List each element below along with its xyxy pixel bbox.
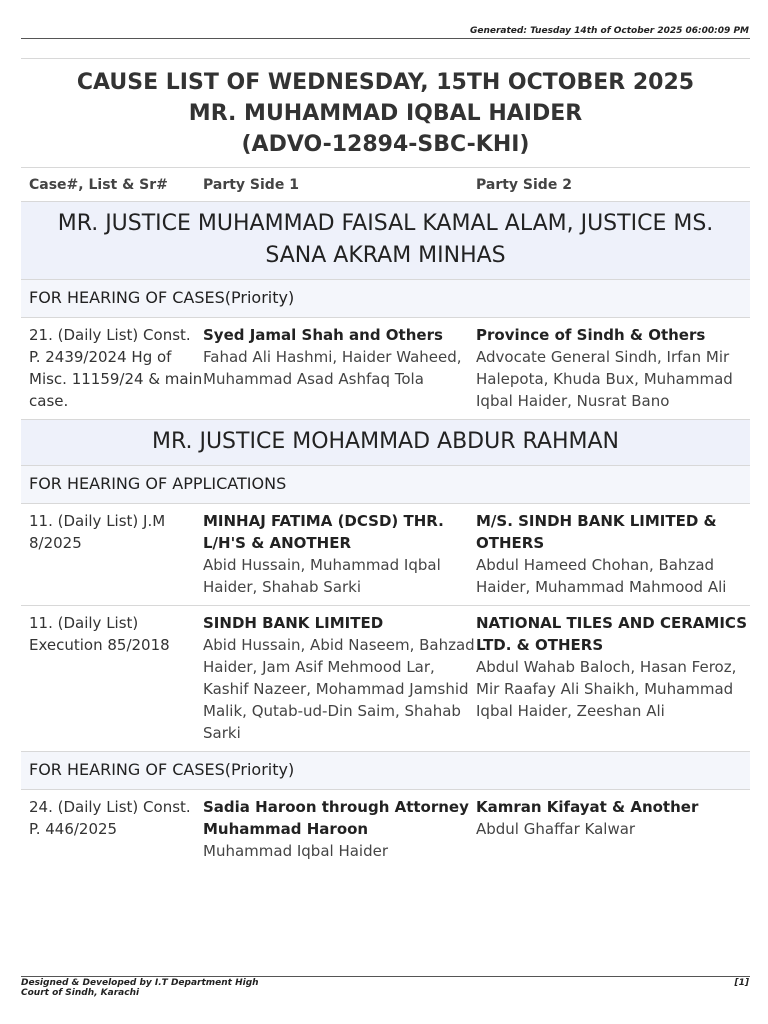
case-number: 21. (Daily List) Const. P. 2439/2024 Hg of Misc. 11159/24 & main case. (29, 326, 203, 410)
column-header-case: Case#, List & Sr# (29, 176, 168, 193)
party-side-1 (203, 324, 476, 412)
case-row (21, 318, 750, 420)
column-header-party2: Party Side 2 (476, 176, 572, 193)
page-number: [1] (734, 978, 749, 988)
footer-rule (21, 976, 750, 977)
party1-name: SINDH BANK LIMITED (203, 614, 384, 632)
party-side-2 (476, 510, 750, 598)
party2-advocates: Advocate General Sindh, Irfan Mir Halepota, Khuda Bux, Muhammad Iqbal Haider, Nusrat Bano (476, 348, 733, 410)
party2-name: NATIONAL TILES AND CERAMICS LTD. & OTHERS (476, 614, 747, 654)
case-row (21, 504, 750, 606)
case-number: 24. (Daily List) Const. P. 446/2025 (29, 798, 191, 838)
cause-list-title (21, 58, 750, 168)
title-line-code: (ADVO-12894-SBC-KHI) (241, 132, 530, 157)
column-header-row (21, 168, 750, 202)
case-number: 11. (Daily List) Execution 85/2018 (29, 614, 170, 654)
party1-name: MINHAJ FATIMA (DCSD) THR. L/H'S & ANOTHER (203, 512, 444, 552)
column-header-party1: Party Side 1 (203, 176, 299, 193)
party2-name: Kamran Kifayat & Another (476, 798, 699, 816)
party-side-1 (203, 612, 476, 744)
party-side-2 (476, 324, 750, 412)
title-line-advocate: MR. MUHAMMAD IQBAL HAIDER (188, 101, 583, 126)
party2-name: Province of Sindh & Others (476, 326, 706, 344)
bench-heading: MR. JUSTICE MOHAMMAD ABDUR RAHMAN (21, 420, 750, 466)
case-row (21, 790, 750, 869)
party-side-1 (203, 510, 476, 598)
case-number: 11. (Daily List) J.M 8/2025 (29, 512, 166, 552)
case-row (21, 606, 750, 752)
party1-name: Syed Jamal Shah and Others (203, 326, 443, 344)
party2-advocates: Abdul Hameed Chohan, Bahzad Haider, Muhammad Mahmood Ali (476, 556, 727, 596)
party2-advocates: Abdul Ghaffar Kalwar (476, 820, 636, 838)
footer-credit: Designed & Developed by I.T Department High Court of Sindh, Karachi (21, 978, 259, 998)
party2-advocates: Abdul Wahab Baloch, Hasan Feroz, Mir Raafay Ali Shaikh, Muhammad Iqbal Haider, Zeeshan Ali (476, 658, 737, 720)
party1-advocates: Abid Hussain, Abid Naseem, Bahzad Haider, Jam Asif Mehmood Lar, Kashif Nazeer, Mohammad Jamshid Malik, Qutab-ud-Din Saim, Shahab Sarki (203, 636, 475, 742)
party-side-2 (476, 612, 750, 744)
party1-advocates: Fahad Ali Hashmi, Haider Waheed, Muhammad Asad Ashfaq Tola (203, 348, 462, 388)
party-side-2 (476, 796, 750, 862)
party-side-1 (203, 796, 476, 862)
hearing-purpose: FOR HEARING OF APPLICATIONS (21, 466, 750, 504)
generated-timestamp: Generated: Tuesday 14th of October 2025 06:00:09 PM (469, 26, 749, 36)
hearing-purpose: FOR HEARING OF CASES(Priority) (21, 752, 750, 790)
top-rule (21, 38, 750, 39)
title-line-date: CAUSE LIST OF WEDNESDAY, 15TH OCTOBER 2025 (76, 70, 695, 95)
party1-advocates: Abid Hussain, Muhammad Iqbal Haider, Shahab Sarki (203, 556, 441, 596)
party1-name: Sadia Haroon through Attorney Muhammad Haroon (203, 798, 469, 838)
party2-name: M/S. SINDH BANK LIMITED & OTHERS (476, 512, 717, 552)
cause-list-sheet (21, 58, 750, 869)
party1-advocates: Muhammad Iqbal Haider (203, 842, 389, 860)
bench-heading: MR. JUSTICE MUHAMMAD FAISAL KAMAL ALAM, JUSTICE MS. SANA AKRAM MINHAS (21, 202, 750, 280)
hearing-purpose: FOR HEARING OF CASES(Priority) (21, 280, 750, 318)
